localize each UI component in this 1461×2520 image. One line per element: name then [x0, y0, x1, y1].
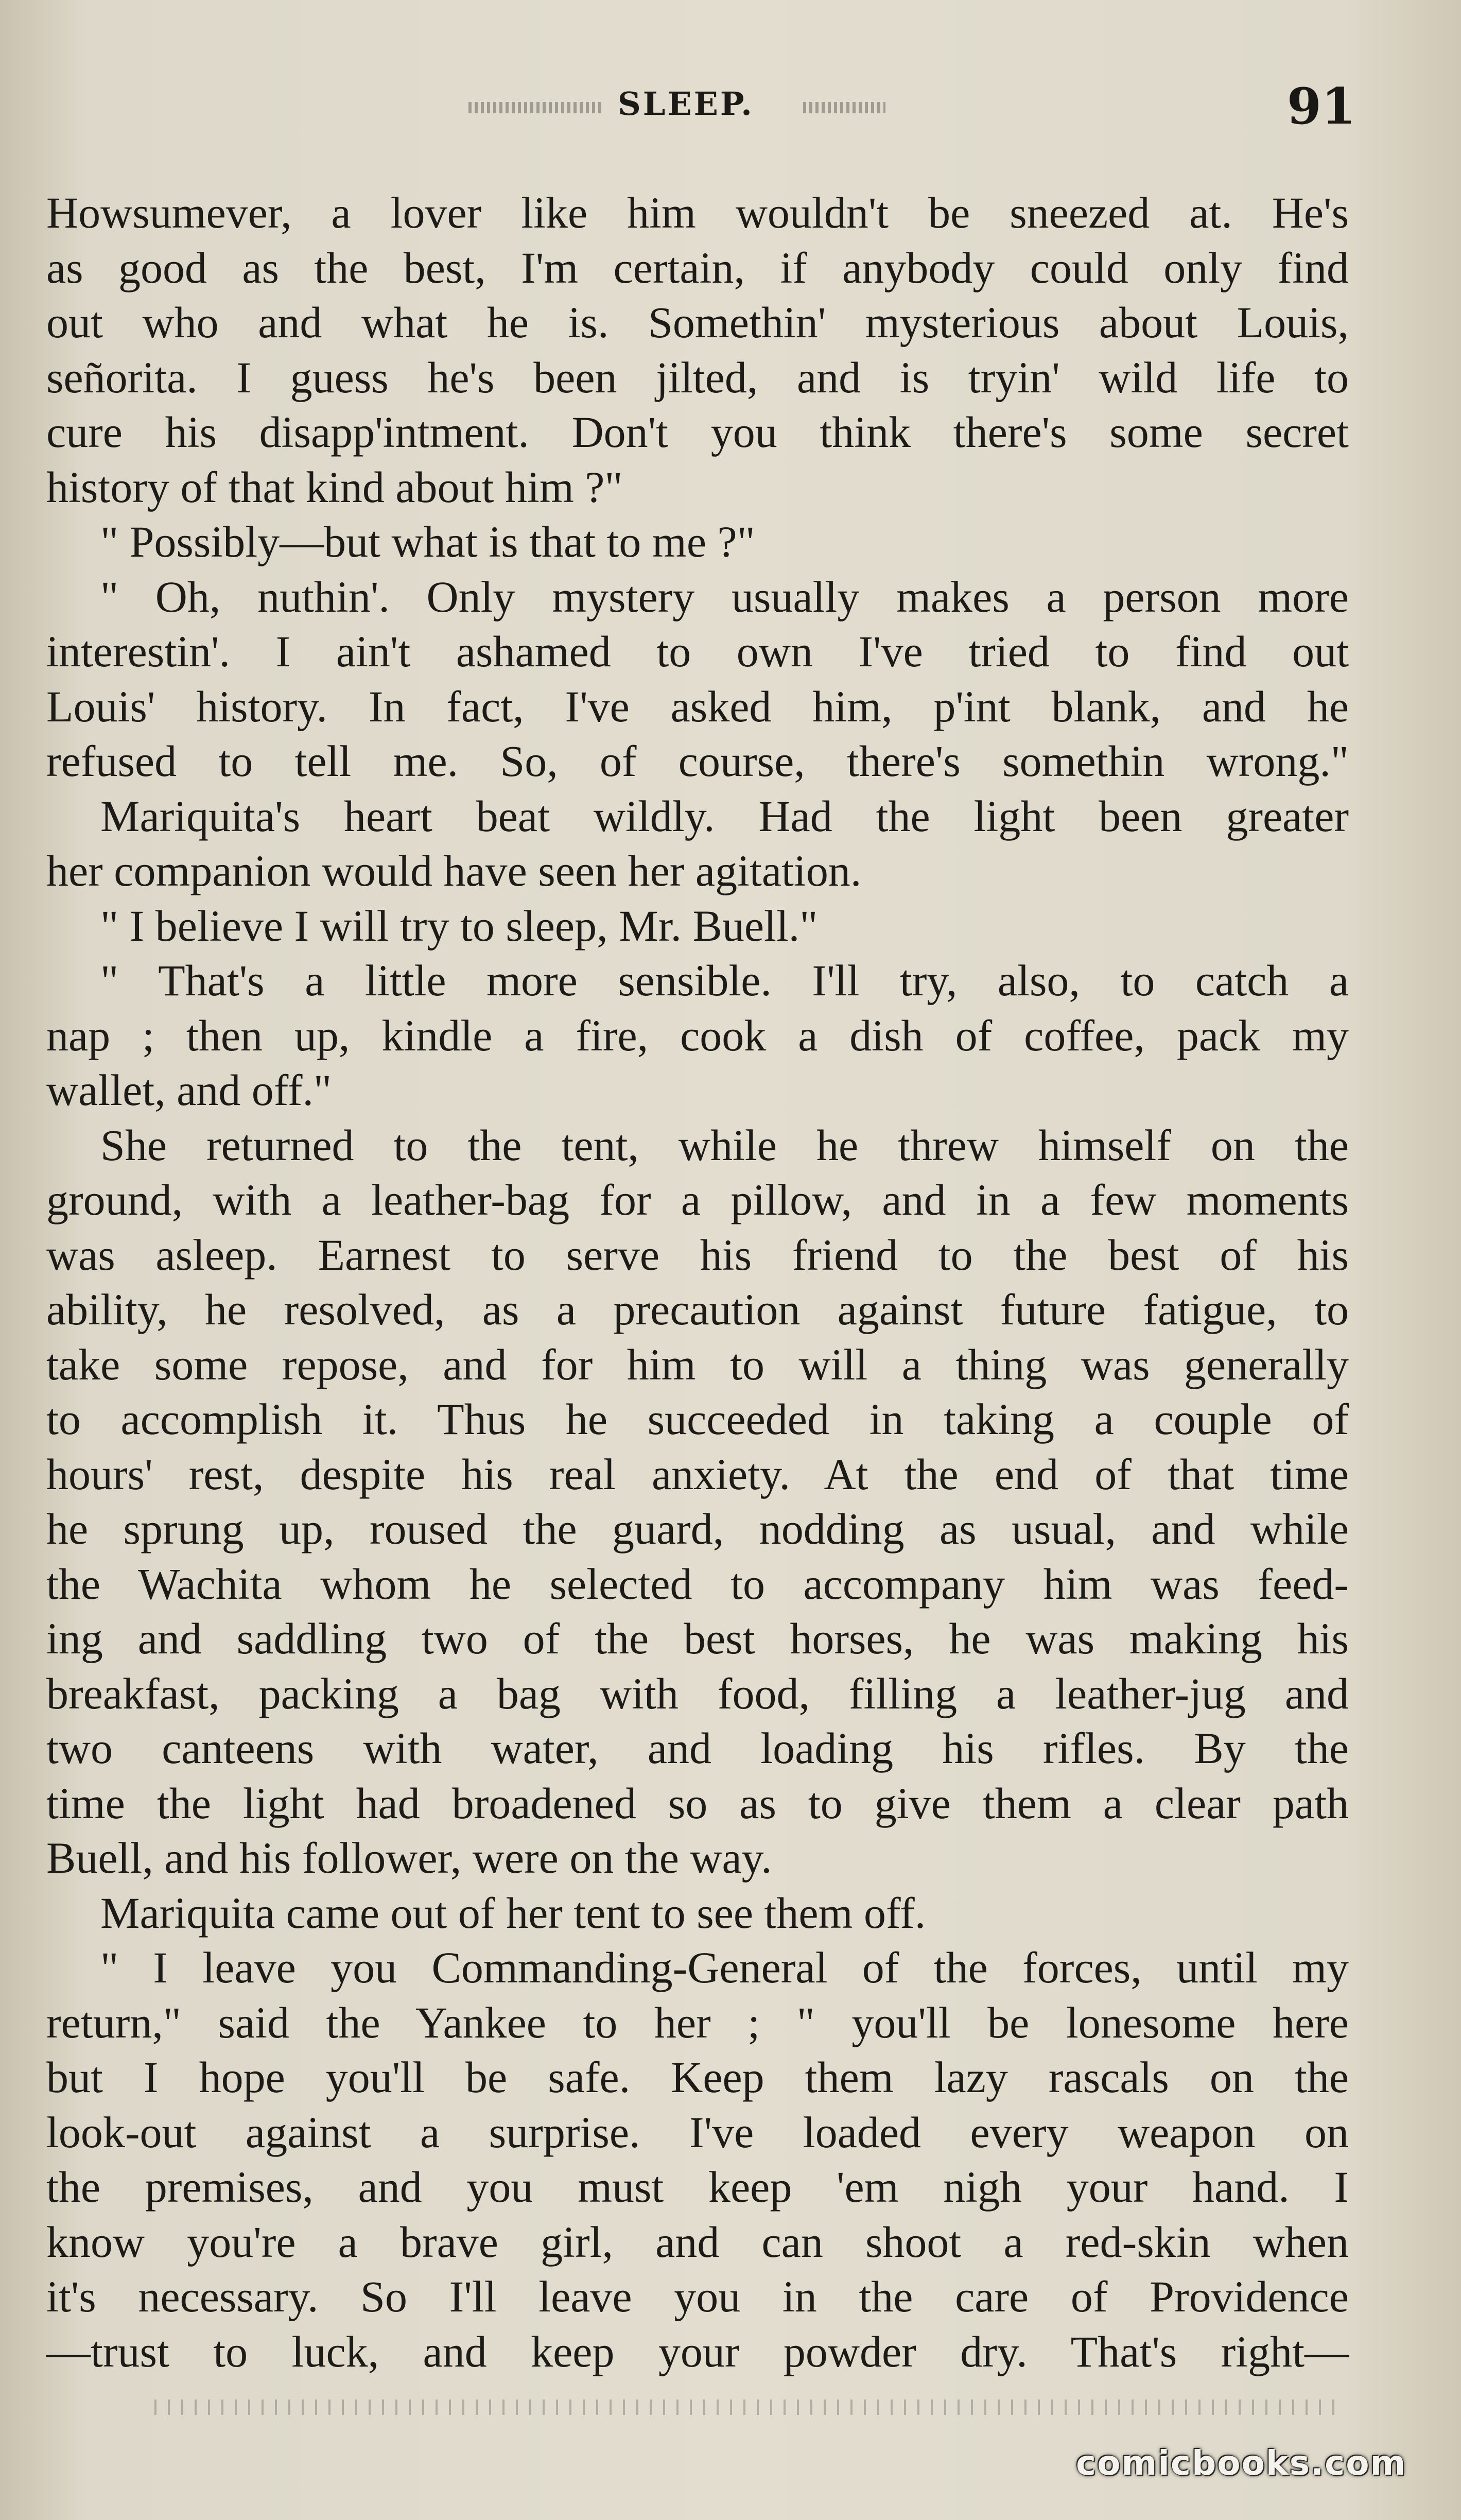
text-line: Louis' history. In fact, I've asked him, p'int blank, and he [46, 681, 1349, 731]
watermark: comicbooks.com [1076, 2443, 1407, 2483]
text-line: wallet, and off." [46, 1065, 332, 1115]
text-line: history of that kind about him ?" [46, 462, 623, 512]
running-head-title: SLEEP. [618, 85, 754, 123]
text-line: the Wachita whom he selected to accompany him was feed- [46, 1559, 1349, 1609]
text-line: to accomplish it. Thus he succeeded in taking a couple of [46, 1394, 1349, 1444]
running-head [0, 77, 1461, 134]
text-line: it's necessary. So I'll leave you in the care of Providence [46, 2272, 1349, 2321]
body-text [46, 185, 1349, 2379]
text-line: ability, he resolved, as a precaution against future fatigue, to [46, 1285, 1349, 1334]
text-line: señorita. I guess he's been jilted, and is tryin' wild life to [46, 352, 1349, 402]
text-line: know you're a brave girl, and can shoot a red-skin when [46, 2217, 1349, 2267]
text-line: but I hope you'll be safe. Keep them lazy rascals on the [46, 2052, 1349, 2102]
text-line: as good as the best, I'm certain, if anybody could only find [46, 243, 1349, 292]
text-line: refused to tell me. So, of course, there's somethin wrong." [46, 736, 1349, 786]
text-line: look-out against a surprise. I've loaded every weapon on [46, 2107, 1349, 2157]
text-line: was asleep. Earnest to serve his friend to the best of his [46, 1230, 1349, 1280]
text-line: —trust to luck, and keep your powder dry. That's right— [46, 2326, 1349, 2376]
text-line: ground, with a leather-bag for a pillow, and in a few moments [46, 1175, 1349, 1224]
text-line: cure his disapp'intment. Don't you think there's some secret [46, 407, 1349, 457]
text-line: hours' rest, despite his real anxiety. At the end of that time [46, 1449, 1349, 1499]
text-line: interestin'. I ain't ashamed to own I've tried to find out [46, 627, 1349, 676]
text-line: return," said the Yankee to her ; " you'll be lonesome here [46, 1997, 1349, 2047]
page-number: 91 [1287, 77, 1356, 135]
text-line: ing and saddling two of the best horses, he was making his [46, 1614, 1349, 1663]
text-line: " I believe I will try to sleep, Mr. Buell." [100, 901, 818, 951]
ornament-rule-right [803, 102, 885, 113]
text-line: out who and what he is. Somethin' mysterious about Louis, [46, 298, 1349, 347]
text-line: Buell, and his follower, were on the way. [46, 1833, 772, 1883]
text-line: " Possibly—but what is that to me ?" [100, 517, 755, 566]
text-line: " I leave you Commanding-General of the forces, until my [100, 1943, 1349, 1992]
text-line: Howsumever, a lover like him wouldn't be sneezed at. He's [46, 188, 1349, 237]
text-line: nap ; then up, kindle a fire, cook a dish of coffee, pack my [46, 1010, 1349, 1060]
text-line: breakfast, packing a bag with food, filling a leather-jug and [46, 1668, 1349, 1718]
text-line: time the light had broadened so as to give them a clear path [46, 1778, 1349, 1828]
text-line: " Oh, nuthin'. Only mystery usually makes a person more [100, 572, 1349, 622]
text-line: " That's a little more sensible. I'll try, also, to catch a [100, 956, 1349, 1005]
text-line: the premises, and you must keep 'em nigh your hand. I [46, 2162, 1349, 2212]
text-line: he sprung up, roused the guard, nodding as usual, and while [46, 1504, 1349, 1554]
text-line: She returned to the tent, while he threw himself on the [100, 1120, 1349, 1170]
print-speckle [154, 2400, 1338, 2415]
text-line: her companion would have seen her agitation. [46, 846, 862, 895]
ornament-rule-left [468, 102, 602, 113]
text-line: Mariquita came out of her tent to see them off. [100, 1888, 926, 1938]
text-line: Mariquita's heart beat wildly. Had the light been greater [100, 791, 1349, 841]
text-line: take some repose, and for him to will a thing was generally [46, 1339, 1349, 1389]
text-line: two canteens with water, and loading his rifles. By the [46, 1723, 1349, 1773]
